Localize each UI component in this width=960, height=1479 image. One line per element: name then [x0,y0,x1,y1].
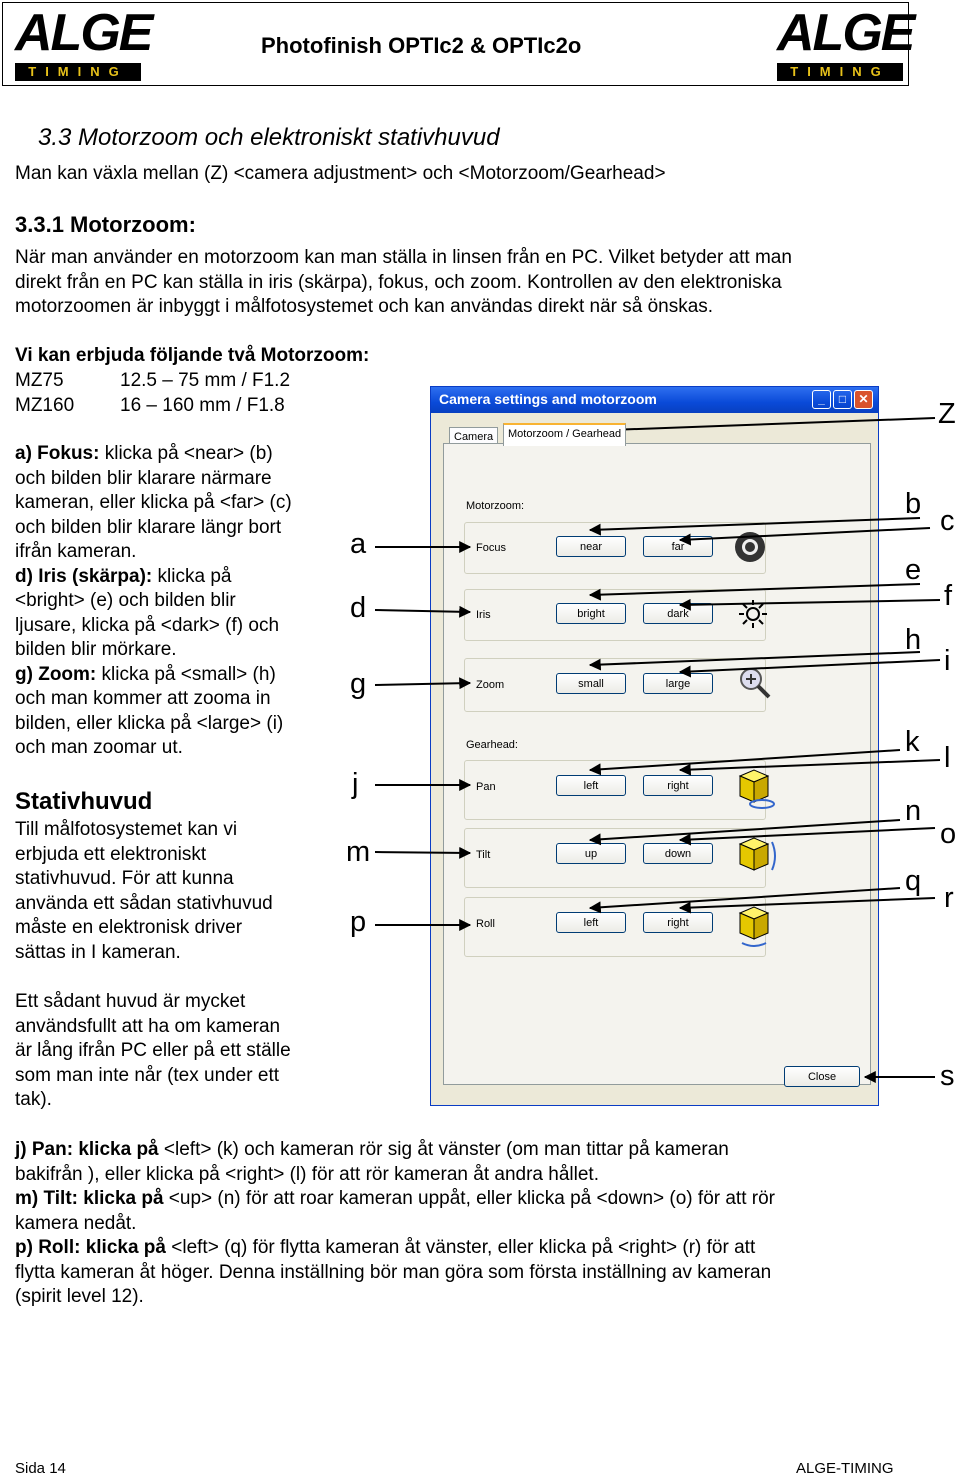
annotation-q: q [905,865,922,897]
annotation-o: o [940,818,957,850]
annotation-r: r [944,882,954,914]
roll-right-button[interactable]: right [643,912,713,933]
useful-paragraph: Ett sådant huvud är mycket användsfullt att ha om kameran är lång ifrån PC eller på ett ställe som man inte når (tex under ett tak). [15,991,291,1110]
maximize-icon[interactable]: □ [833,390,852,409]
dark-button[interactable]: dark [643,603,713,624]
close-window-icon[interactable]: ✕ [854,390,873,409]
tilt-up-button[interactable]: up [556,843,626,864]
annotation-i: i [944,645,951,677]
annotation-j: j [352,768,359,800]
annotation-s: s [940,1060,955,1092]
stativ-paragraph: Till målfotosystemet kan vi erbjuda ett elektroniskt stativhuvud. För att kunna använda ett sådan stativhuvud måste en elektronisk driver sättas in I kameran. [15,819,273,963]
annotation-p: p [350,906,367,938]
roll-left-button[interactable]: left [556,912,626,933]
annotation-b: b [905,488,922,520]
large-button[interactable]: large [643,673,713,694]
pan-left-button[interactable]: left [556,775,626,796]
annotation-n: n [905,795,922,827]
tilt-down-button[interactable]: down [643,843,713,864]
offer-heading: Vi kan erbjuda följande två Motorzoom: [15,345,370,366]
near-button[interactable]: near [556,536,626,557]
annotation-c: c [940,505,955,537]
gearhead-description: j) Pan: klicka på <left> (k) och kameran rör sig åt vänster (om man tittar på kameran bakifrån ), eller klicka på <right> (l) för att rör kameran åt andra hållet. m) Tilt: klicka på <up> (n) för att roar kameran uppåt, eller klicka på <down> (o) för att rör kamera nedåt. p) Roll: klicka på <left> (q) för flytta kameran åt vänster, eller klicka på <right> (r) för att flytta kameran åt höger. Denna inställning bör man göra som första inställning av kameran (spirit level 12). [15,1139,775,1307]
bright-button[interactable]: bright [556,603,626,624]
annotation-e: e [905,554,922,586]
far-button[interactable]: far [643,536,713,557]
header-title: Photofinish OPTIc2 & OPTIc2o [261,33,582,58]
gearhead-group-label: Gearhead: [466,739,518,751]
subsection-heading: 3.3.1 Motorzoom: [15,212,196,237]
tab-camera[interactable]: Camera [449,427,498,446]
intro-paragraph: När man använder en motorzoom kan man ställa in linsen från en PC. Vilket betyder att man direkt från en PC kan ställa in iris (skärpa), fokus, och zoom. Kontrollen av den elektroniska motorzoomen är inbyggt i målfotosystemet och kan användas direkt när så önskas. [15,247,792,317]
annotation-h: h [905,624,922,656]
control-description: a) Fokus: klicka på <near> (b) och bilden blir klarare närmare kameran, eller klicka på <far> (c) och bilden blir klarare längr bort ifrån kameran. d) Iris (skärpa): klicka på <bright> (e) och bilden blir ljusare, klicka på <dark> (f) och bilden blir mörkare. g) Zoom: klicka på <small> (h) och man kommer att zooma in bilden, eller klicka på <large> (i) och man zoomar ut. [15,443,292,758]
tab-motorzoom[interactable]: Motorzoom / Gearhead [503,423,626,446]
footer-brand: ALGE-TIMING [796,1460,894,1477]
zoom-label: Zoom [476,679,505,691]
annotation-m: m [346,836,371,868]
small-button[interactable]: small [556,673,626,694]
pan-right-button[interactable]: right [643,775,713,796]
annotation-k: k [905,726,920,758]
section-intro: Man kan växla mellan (Z) <camera adjustment> och <Motorzoom/Gearhead> [15,163,666,184]
footer-page: Sida 14 [15,1460,66,1477]
close-button[interactable]: Close [784,1066,860,1087]
pan-label: Pan [476,781,496,793]
annotation-f: f [944,580,953,612]
tilt-label: Tilt [476,849,491,861]
dialog-title: Camera settings and motorzoom [439,391,657,407]
roll-label: Roll [476,918,495,930]
model-list: MZ75 12.5 – 75 mm / F1.2 MZ160 16 – 160 mm / F1.8 [15,370,291,416]
stativ-heading: Stativhuvud [15,788,153,815]
section-heading: 3.3 Motorzoom och elektroniskt stativhuvud [38,124,500,151]
annotation-g: g [350,668,367,700]
annotation-a: a [350,528,367,560]
alge-logo-left: ALGE TIMING [15,4,152,79]
minimize-icon[interactable]: _ [812,390,831,409]
alge-logo-right: ALGE TIMING [777,4,914,79]
annotation-z: Z [938,398,956,430]
iris-label: Iris [476,609,491,621]
focus-label: Focus [476,542,506,554]
motorzoom-group-label: Motorzoom: [466,500,525,512]
annotation-l: l [944,742,951,774]
annotation-d: d [350,592,367,624]
